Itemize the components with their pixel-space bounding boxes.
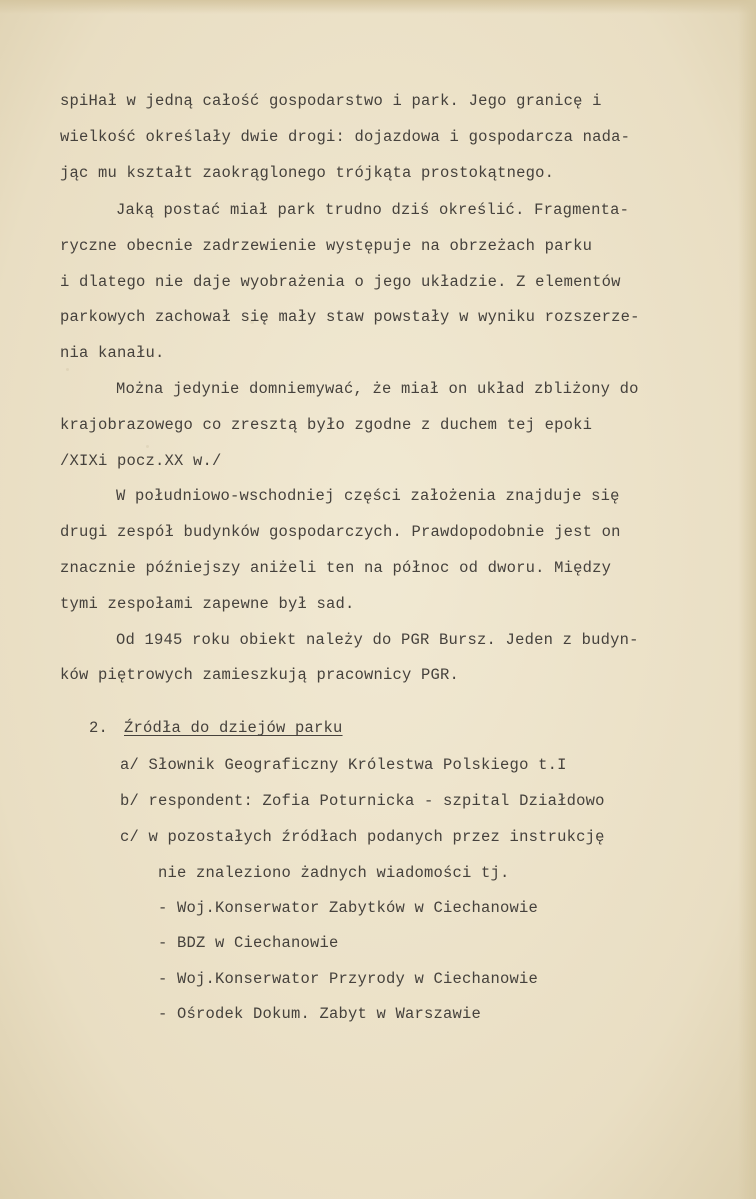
source-subitem: - Ośrodek Dokum. Zabyt w Warszawie	[158, 1005, 482, 1023]
source-item: nie znaleziono żadnych wiadomości tj.	[158, 864, 510, 882]
paper-speck	[66, 368, 69, 371]
source-item: a/ Słownik Geograficzny Królestwa Polskiego t.I	[120, 756, 567, 774]
body-line: ków piętrowych zamieszkują pracownicy PGR.	[60, 666, 460, 684]
body-line: parkowych zachował się mały staw powstały w wyniku rozszerze-	[60, 308, 640, 326]
body-line: W południowo-wschodniej części założenia znajduje się	[116, 487, 620, 505]
body-line: Od 1945 roku obiekt należy do PGR Bursz. Jeden z budyn-	[116, 631, 639, 649]
body-line: nia kanału.	[60, 344, 165, 362]
body-line: tymi zespołami zapewne był sad.	[60, 595, 355, 613]
paper-edge-top	[0, 0, 756, 14]
body-line: i dlatego nie daje wyobrażenia o jego układzie. Z elementów	[60, 273, 621, 291]
body-line: drugi zespół budynków gospodarczych. Prawdopodobnie jest on	[60, 523, 621, 541]
body-line: /XIXi pocz.XX w./	[60, 452, 222, 470]
body-line: wielkość określały dwie drogi: dojazdowa i gospodarcza nada-	[60, 128, 631, 146]
body-line: znacznie późniejszy aniżeli ten na północ od dworu. Między	[60, 559, 612, 577]
body-line: Jaką postać miał park trudno dziś określić. Fragmenta-	[116, 201, 630, 219]
body-line: spiHał w jedną całość gospodarstwo i park. Jego granicę i	[60, 92, 602, 110]
source-subitem: - BDZ w Ciechanowie	[158, 934, 339, 952]
section-heading: Źródła do dziejów parku	[124, 719, 343, 737]
body-line: ryczne obecnie zadrzewienie występuje na obrzeżach parku	[60, 237, 593, 255]
body-line: jąc mu kształt zaokrąglonego trójkąta prostokątnego.	[60, 164, 555, 182]
paper-speck	[146, 445, 149, 448]
section-number: 2.	[89, 719, 109, 737]
source-subitem: - Woj.Konserwator Przyrody w Ciechanowie	[158, 970, 539, 988]
source-subitem: - Woj.Konserwator Zabytków w Ciechanowie	[158, 899, 539, 917]
source-item: c/ w pozostałych źródłach podanych przez instrukcję	[120, 828, 605, 846]
body-line: Można jedynie domniemywać, że miał on układ zbliżony do	[116, 380, 639, 398]
body-line: krajobrazowego co zresztą było zgodne z duchem tej epoki	[60, 416, 593, 434]
paper-edge-right	[738, 0, 756, 1199]
source-item: b/ respondent: Zofia Poturnicka - szpital Działdowo	[120, 792, 605, 810]
